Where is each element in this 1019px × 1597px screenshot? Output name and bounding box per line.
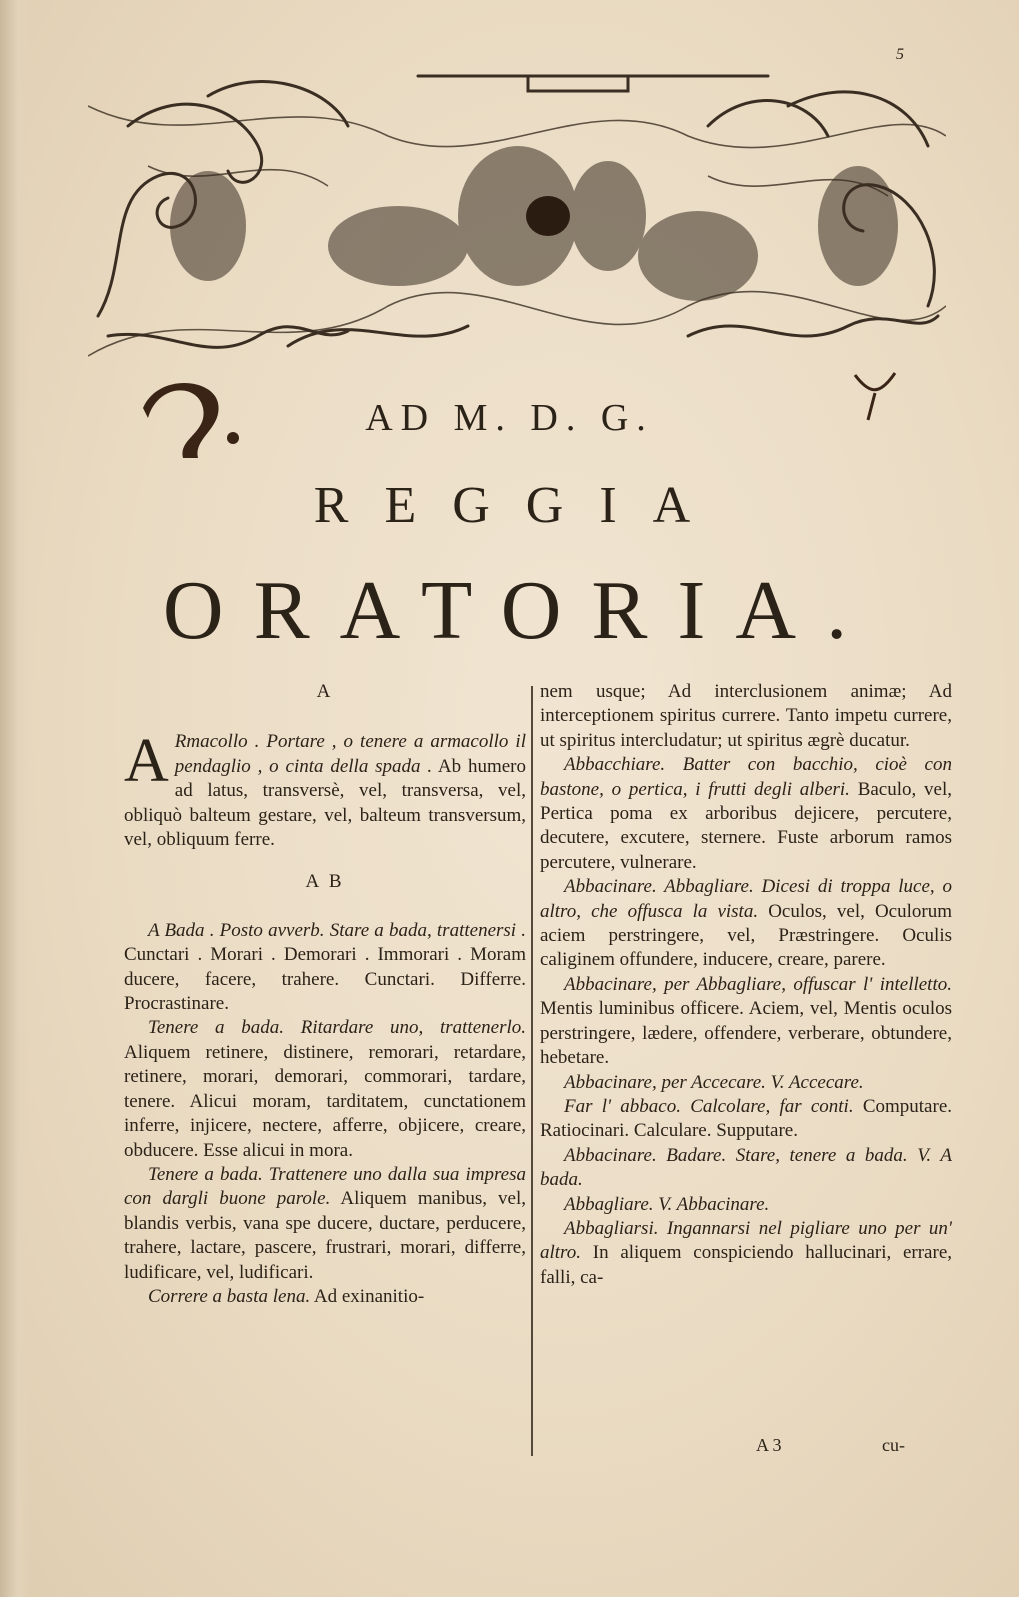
entry-head: Abbacchiare. Batter con bacchio, cioè con bastone, o pertica, i frutti degli alberi.: [540, 754, 952, 800]
entry-abbacinare-3: Abbacinare, per Accecare. V. Accecare.: [564, 1071, 864, 1093]
entry-a-bada: [124, 919, 526, 1017]
drop-cap: A: [124, 727, 169, 796]
entry-abbagliare: Abbagliare. V. Abbacinare.: [564, 1193, 770, 1215]
entry-head: A Bada . Posto avverb. Stare a bada, trattenersi .: [148, 919, 526, 941]
right-column: [540, 680, 952, 1290]
section-heading-a: A: [316, 681, 334, 702]
entry-head: Tenere a bada. Trattenere uno dalla sua impresa con dargli buone parole.: [124, 1163, 526, 1210]
page-edge: [0, 0, 30, 1597]
entry-abbacinare-2: [540, 973, 952, 1071]
entry-armacollo: [124, 727, 526, 852]
woodcut-headpiece-icon: [88, 66, 946, 366]
folio-number: 5: [896, 46, 904, 63]
section-heading-ab: A B: [305, 871, 345, 893]
dedication-heading: AD M. D. G.: [365, 397, 654, 439]
entry-head: Tenere a bada. Ritardare uno, trattenerlo.: [148, 1017, 526, 1039]
entry-body: Cunctari . Morari . Demorari . Immorari . Moram ducere, facere, trahere. Cunctari. Differre. Procrastinare.: [124, 944, 526, 1015]
entry-head: Abbagliarsi. Ingannarsi nel pigliare uno per un' altro.: [540, 1217, 952, 1264]
title-line-1: REGGIA: [313, 477, 727, 534]
entry-body: Ab humero ad latus, transversè, vel, transversa, vel, obliquò balteum gestare, vel, balteum transversum, vel, obliquum ferre.: [124, 755, 526, 851]
entry-abbacchiare: [540, 753, 952, 875]
entry-tenere-a-bada-2: [124, 1163, 526, 1285]
entry-head: Abbacinare. Abbagliare. Dicesi di troppa luce, o altro, che offusca la vista.: [540, 876, 952, 922]
entry-head: Correre a basta lena.: [148, 1285, 311, 1307]
entry-abbacinare-1: [540, 875, 952, 973]
entry-body: Mentis luminibus officere. Aciem, vel, Mentis oculos perstringere, lædere, offendere, verberare, obtundere, hebetare.: [540, 998, 952, 1069]
entry-body: Oculos, vel, Oculorum aciem perstringere, vel, Præstringere. Oculis caliginem offundere, inducere, creare, parere.: [540, 900, 952, 971]
entry-body: Ad exinanitio-: [313, 1285, 425, 1307]
entry-body: Computare. Ratiocinari. Calculare. Supputare.: [540, 1095, 953, 1142]
title-line-2: ORATORIA.: [162, 564, 878, 657]
entry-correre: [124, 1285, 526, 1309]
entry-correre-continued: nem usque; Ad interclusionem animæ; Ad interceptionem spiritus currere. Tanto impetu currere, ut spiritus intercludatur; ut spiritus ægrè ducatur.: [540, 681, 952, 751]
entry-head: Abbacinare, per Abbagliare, offuscar l' intelletto.: [564, 973, 952, 995]
entry-abbaco: [540, 1095, 952, 1144]
entry-tenere-a-bada-1: [124, 1016, 526, 1162]
entry-head: Far l' abbaco. Calcolare, far conti.: [564, 1095, 854, 1117]
signature-mark: A 3: [756, 1435, 782, 1455]
entry-body: Baculo, vel, Pertica poma ex arboribus dejicere, percutere, decutere, excutere, sternere. Fuste arborum ramos percutere, vulnerare.: [540, 778, 952, 873]
left-column: [124, 680, 526, 1309]
catchword: cu-: [882, 1435, 905, 1455]
column-rule: [531, 686, 533, 1456]
entry-abbacinare-4: Abbacinare. Badare. Stare, tenere a bada. V. A bada.: [540, 1144, 952, 1191]
entry-abbagliarsi: [540, 1217, 952, 1290]
entry-body: Aliquem manibus, vel, blandis verbis, vana spe ducere, ductare, perducere, trahere, lactare, pascere, frustrari, morari, differre, ludificare, vel, ludificari.: [124, 1188, 526, 1283]
entry-body: Aliquem retinere, distinere, remorari, retardare, retinere, morari, demorari, commorari, tardare, tenere. Alicui moram, tarditatem, cunctationem inferre, injicere, nectere, afferre, objicere, creare, obducere. Esse alicui in mora.: [124, 1041, 526, 1161]
entry-body: In aliquem conspiciendo hallucinari, errare, falli, ca-: [540, 1242, 953, 1288]
entry-head: Rmacollo . Portare , o tenere a armacollo il pendaglio , o cinta della spada .: [174, 731, 526, 777]
